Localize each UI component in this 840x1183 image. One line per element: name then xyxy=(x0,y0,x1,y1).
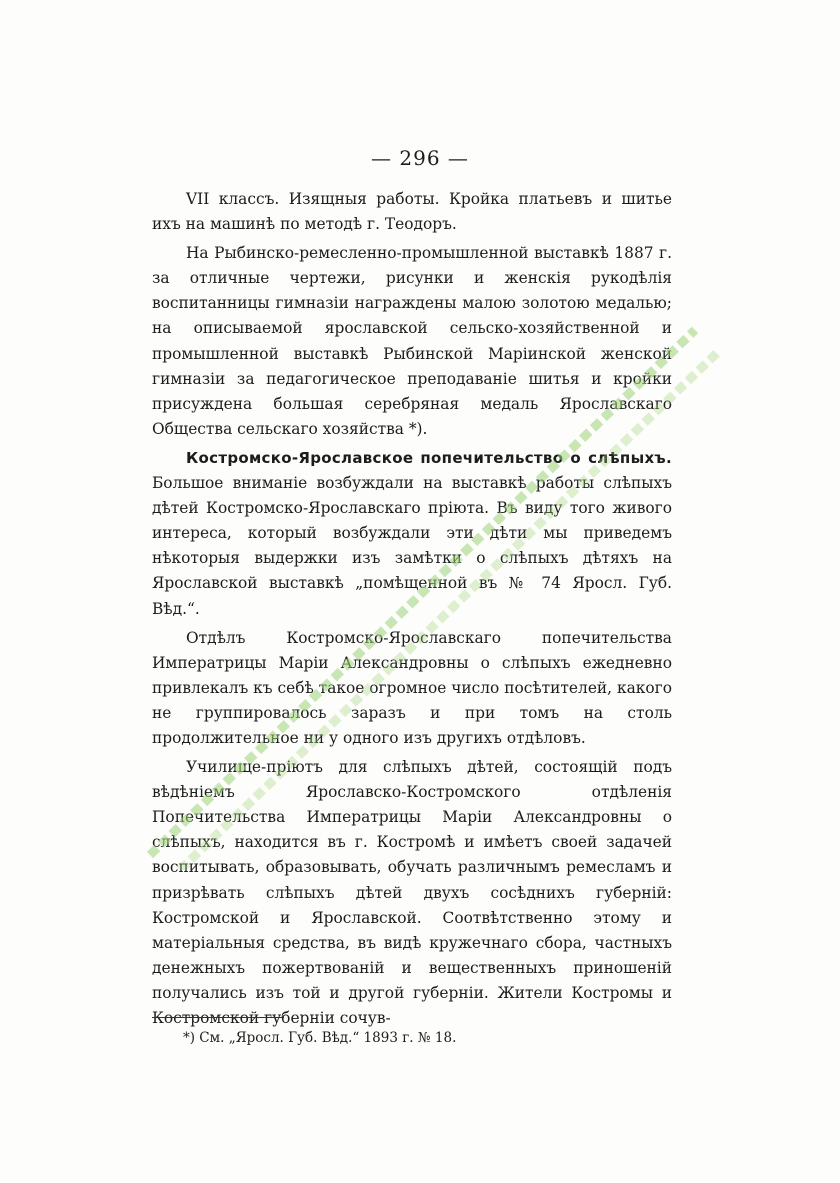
paragraph-class-vii: VII классъ. Изящныя работы. Кройка платьевъ и шитье ихъ на машинѣ по методѣ г. Теодоръ. xyxy=(152,190,672,234)
paragraph-rybinsk-exhibition: На Рыбинско-ремесленно-промышленной выставкѣ 1887 г. за отличные чертежи, рисунки и женскія рукодѣлія воспитанницы гимназіи награждены малою золотою медалью; на описываемой ярославской сельско-хозяйственной и промышленной выставкѣ Рыбинской Маріинской женской гимназіи за педагогическое преподаваніе шитья и кройки присуждена большая серебряная медаль Ярославскаго Общества сельскаго хозяйства *). xyxy=(152,244,672,438)
footnote: *) См. „Яросл. Губ. Вѣд.“ 1893 г. № 18. xyxy=(183,1030,457,1046)
paragraph-blind-guardianship-text: Большое вниманіе возбуждали на выставкѣ работы слѣпыхъ дѣтей Костромско-Ярославскаго пріюта. Въ виду того живого интереса, который возбуждали эти дѣти мы приведемъ нѣкоторыя выдержки изъ замѣтки о слѣпыхъ дѣтяхъ на Ярославской выставкѣ „помѣщенной въ № 74 Яросл. Губ. Вѣд.“. xyxy=(152,474,672,618)
footnote-divider xyxy=(152,1017,284,1018)
page-number: — 296 — xyxy=(371,146,469,170)
section-heading: Костромско-Ярославское попечительство о слѣпыхъ. xyxy=(186,448,672,467)
body-text xyxy=(152,187,672,1035)
paragraph-school-shelter: Училище-пріютъ для слѣпыхъ дѣтей, состоящій подъ вѣдѣніемъ Ярославско-Костромского отдѣленія Попечительства Императрицы Маріи Александровны о слѣпыхъ, находится въ г. Костромѣ и имѣетъ своей задачей воспитывать, образовывать, обучать различнымъ ремесламъ и призрѣвать слѣпыхъ дѣтей двухъ сосѣднихъ губерній: Костромской и Ярославской. Соотвѣтственно этому и матеріальныя средства, въ видѣ кружечнаго сбора, частныхъ денежныхъ пожертвованій и вещественныхъ приношеній получались изъ той и другой губерніи. Жители Костромы и Костромской губерніи сочув- xyxy=(152,758,672,1027)
paragraph-department: Отдѣлъ Костромско-Ярославскаго попечительства Императрицы Маріи Александровны о слѣпыхъ ежедневно привлекалъ къ себѣ такое огромное число посѣтителей, какого не группировалось заразъ и при томъ на столь продолжительное ни у одного изъ другихъ отдѣловъ. xyxy=(152,628,672,747)
paragraph-blind-guardianship xyxy=(152,446,672,622)
